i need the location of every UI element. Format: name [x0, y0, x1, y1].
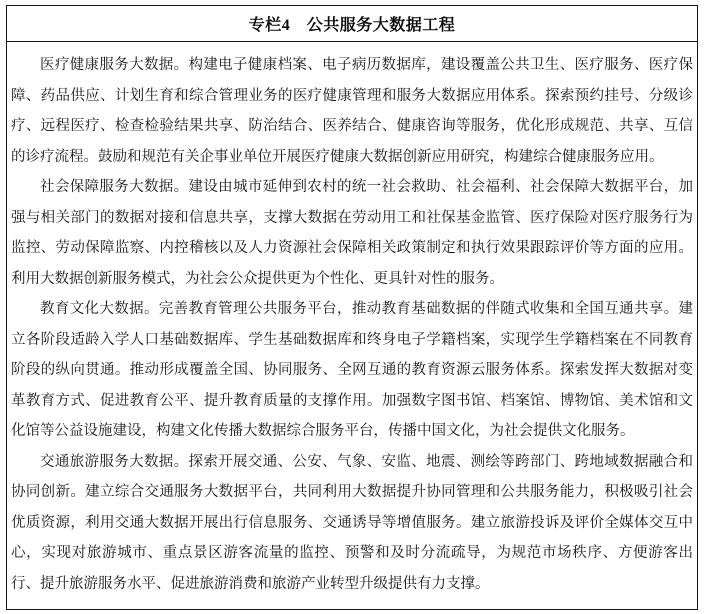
- text-line: 阶段的纵向贯通。推动形成覆盖全国、协同服务、全网互通的教育资源云服务体系。探索发挥大数据对变: [11, 362, 693, 378]
- panel-body: [7, 42, 697, 609]
- paragraph: [11, 447, 693, 600]
- text-line: 监控、劳动保障监察、内控稽核以及人力资源社会保障相关政策制定和执行效果跟踪评价等方面的应用。: [11, 240, 693, 256]
- text-line: 强与相关部门的数据对接和信息共享，支撑大数据在劳动用工和社保基金监管、医疗保险对医疗服务行为: [11, 209, 693, 226]
- text-line: 教育文化大数据。完善教育管理公共服务平台，推动教育基础数据的伴随式收集和全国互通共享。建: [40, 301, 693, 317]
- text-line: 协同创新。建立综合交通服务大数据平台，共同利用大数据提升协同管理和公共服务能力，积极吸引社会: [11, 484, 693, 500]
- column4-panel: [6, 5, 698, 610]
- paragraph: [11, 50, 693, 172]
- text-line: 医疗健康服务大数据。构建电子健康档案、电子病历数据库，建设覆盖公共卫生、医疗服务、医疗保: [40, 57, 693, 73]
- text-line: 优质资源，利用交通大数据开展出行信息服务、交通诱导等增值服务。建立旅游投诉及评价全媒体交互中: [11, 514, 693, 531]
- text-line: 疗、远程医疗、检查检验结果共享、防治结合、医养结合、健康咨询等服务，优化形成规范、共享、互信: [11, 118, 693, 134]
- text-line: 社会保障服务大数据。建设由城市延伸到农村的统一社会救助、社会福利、社会保障大数据平台，加: [40, 179, 693, 195]
- text-line: 的诊疗流程。鼓励和规范有关企事业单位开展医疗健康大数据创新应用研究，构建综合健康服务应用。: [11, 148, 664, 165]
- paragraph: [11, 172, 693, 294]
- text-line: 化馆等公益设施建设，构建文化传播大数据综合服务平台，传播中国文化，为社会提供文化服务。: [11, 423, 635, 439]
- text-line: 革教育方式、促进教育公平、提升教育质量的支撑作用。加强数字图书馆、档案馆、博物馆、美术馆和文: [11, 392, 693, 409]
- panel-header: [7, 6, 697, 42]
- paragraph: [11, 294, 693, 447]
- text-line: 行、提升旅游服务水平、促进旅游消费和旅游产业转型升级提供有力支撑。: [11, 575, 490, 592]
- text-line: 心，实现对旅游城市、重点景区游客流量的监控、预警和及时分流疏导，为规范市场秩序、方便游客出: [11, 545, 693, 561]
- panel-title: 专栏4 公共服务大数据工程: [248, 17, 456, 34]
- text-line: 障、药品供应、计划生育和综合管理业务的医疗健康管理和服务大数据应用体系。探索预约挂号、分级诊: [11, 87, 693, 104]
- text-line: 交通旅游服务大数据。探索开展交通、公安、气象、安监、地震、测绘等跨部门、跨地域数据融合和: [40, 453, 693, 470]
- text-line: 立各阶段适龄入学人口基础数据库、学生基础数据库和终身电子学籍档案，实现学生学籍档案在不同教育: [11, 331, 693, 348]
- text-line: 利用大数据创新服务模式，为社会公众提供更为个性化、更具针对性的服务。: [11, 270, 504, 287]
